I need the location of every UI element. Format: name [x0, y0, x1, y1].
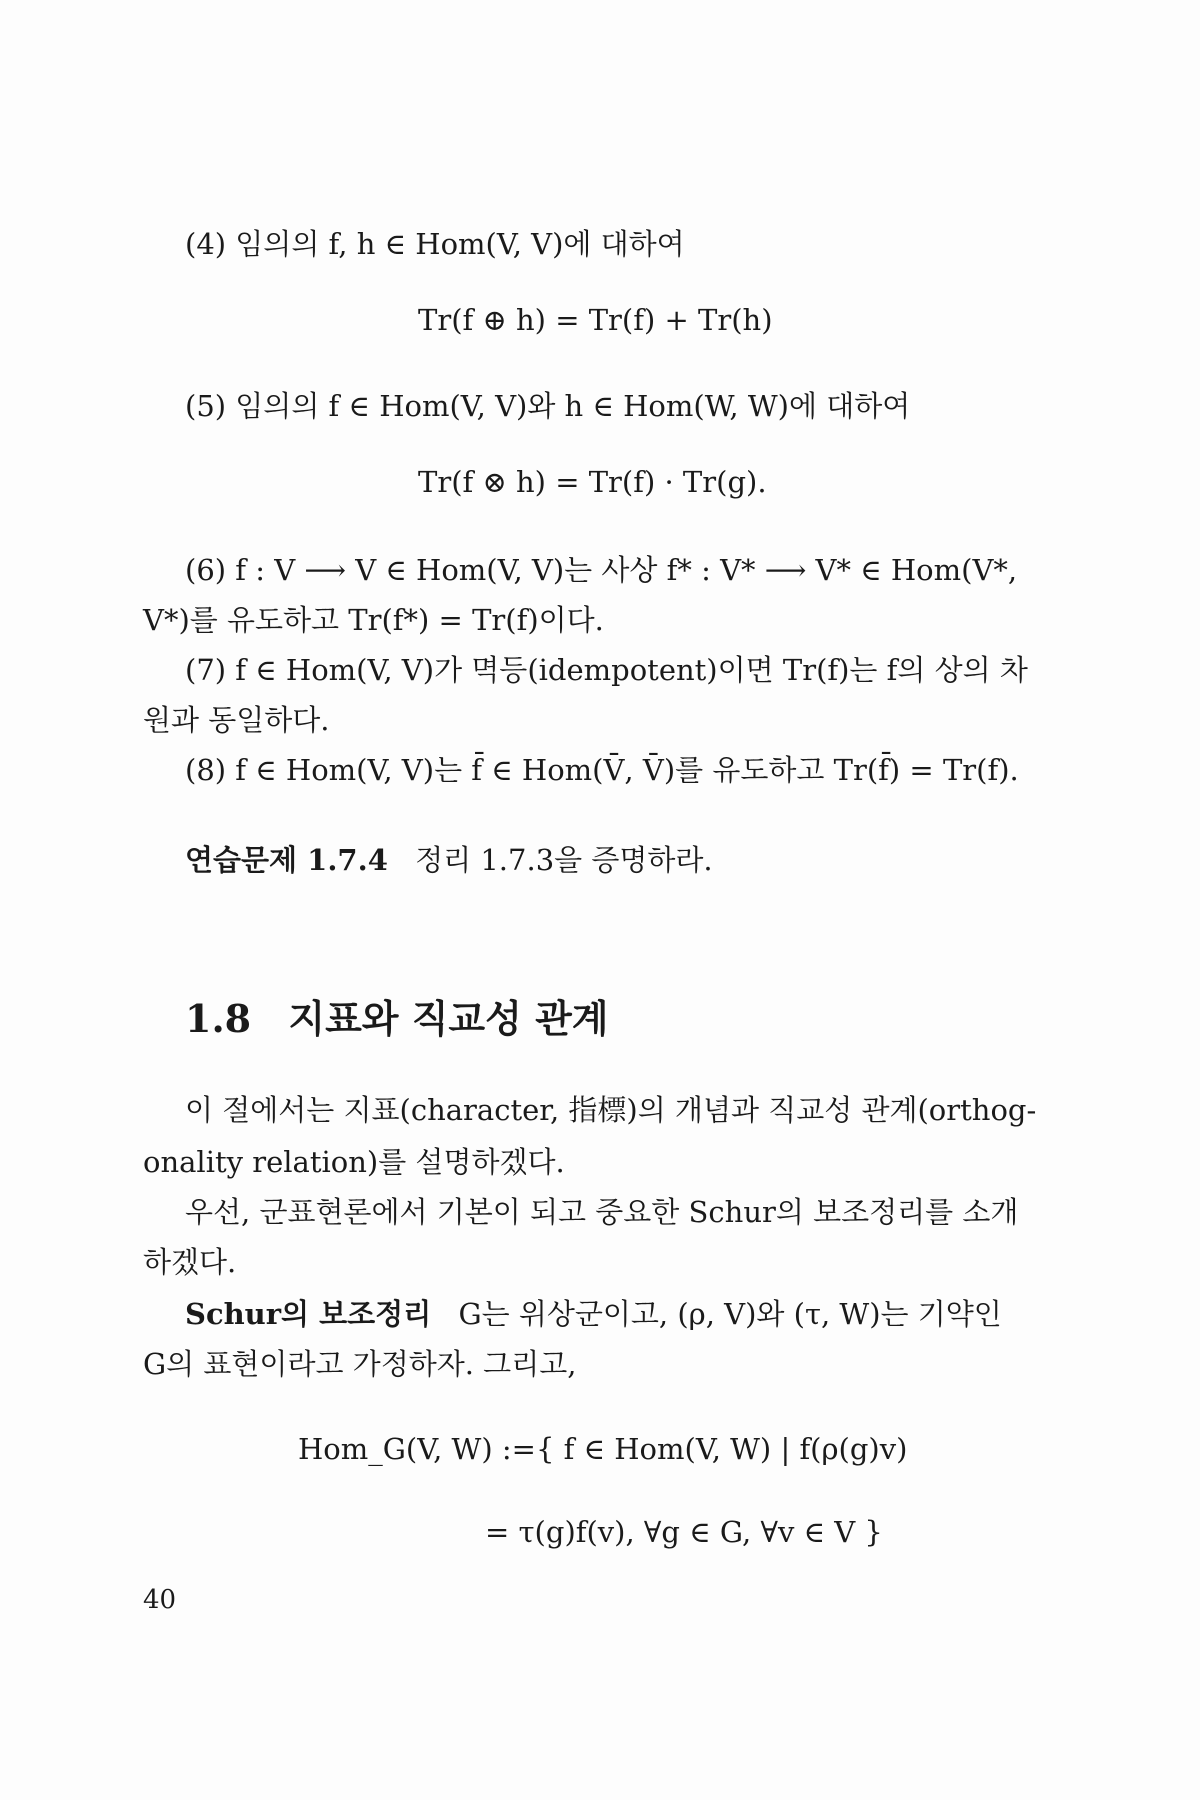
paragraph-1-line2: onality relation)를 설명하겠다. — [143, 1145, 565, 1179]
exercise — [185, 838, 713, 879]
equation-trace-tensor: Tr(f ⊗ h) = Tr(f) · Tr(g). — [418, 465, 767, 499]
equation-trace-direct-sum: Tr(f ⊕ h) = Tr(f) + Tr(h) — [418, 303, 773, 337]
list-item-8: (8) f ∈ Hom(V, V)는 f̄ ∈ Hom(V̄, V̄)를 유도하고 Tr(f̄) = Tr(f). — [185, 753, 1019, 787]
section-title: 지표와 직교성 관계 — [288, 996, 609, 1041]
definition-line1: Hom_G(V, W) :={ f ∈ Hom(V, W) | f(ρ(g)v) — [298, 1432, 908, 1466]
lemma-line2: G의 표현이라고 가정하자. 그리고, — [143, 1347, 577, 1381]
list-item-6-line2: V*)를 유도하고 Tr(f*) = Tr(f)이다. — [143, 603, 604, 637]
lemma-line1 — [185, 1292, 1002, 1333]
section-heading — [185, 988, 608, 1043]
paragraph-2-line2: 하겠다. — [143, 1245, 237, 1279]
exercise-label: 연습문제 1.7.4 — [185, 843, 388, 877]
list-item-4: (4) 임의의 f, h ∈ Hom(V, V)에 대하여 — [185, 227, 685, 261]
section-number: 1.8 — [185, 996, 252, 1041]
lemma-label: Schur의 보조정리 — [185, 1297, 432, 1331]
list-item-6-line1: (6) f : V ⟶ V ∈ Hom(V, V)는 사상 f* : V* ⟶ V* ∈ Hom(V*, — [185, 553, 1018, 587]
paragraph-2-line1: 우선, 군표현론에서 기본이 되고 중요한 Schur의 보조정리를 소개 — [185, 1195, 1019, 1229]
list-item-7-line2: 원과 동일하다. — [143, 703, 330, 737]
lemma-text-line1: G는 위상군이고, (ρ, V)와 (τ, W)는 기약인 — [458, 1297, 1002, 1331]
list-item-5: (5) 임의의 f ∈ Hom(V, V)와 h ∈ Hom(W, W)에 대하여 — [185, 389, 911, 423]
page-number: 40 — [143, 1585, 177, 1615]
list-item-7-line1: (7) f ∈ Hom(V, V)가 멱등(idempotent)이면 Tr(f)는 f의 상의 차 — [185, 653, 1028, 687]
definition-line2: = τ(g)f(v), ∀g ∈ G, ∀v ∈ V } — [485, 1515, 883, 1549]
exercise-text: 정리 1.7.3을 증명하라. — [415, 843, 713, 877]
paragraph-1-line1: 이 절에서는 지표(character, 指標)의 개념과 직교성 관계(orthog- — [185, 1093, 1037, 1127]
